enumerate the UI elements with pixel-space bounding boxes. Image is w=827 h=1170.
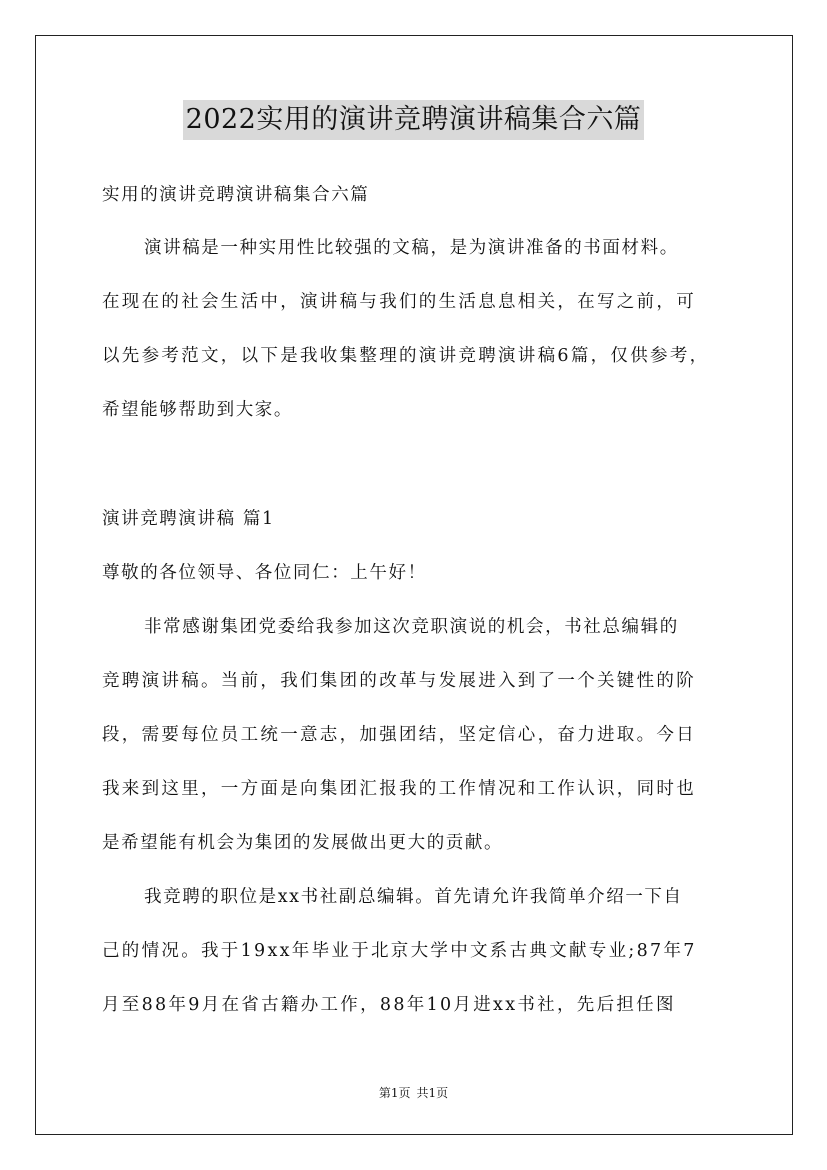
greeting-line: 尊敬的各位领导、各位同仁：上午好！ <box>102 563 427 583</box>
paragraph-line: 竞聘演讲稿。当前，我们集团的改革与发展进入到了一个关键性的阶 <box>102 671 696 691</box>
page-footer <box>0 1085 827 1101</box>
page-number: 第1页 <box>378 1086 411 1100</box>
paragraph-line: 己的情况。我于19xx年毕业于北京大学中文系古典文献专业;87年7 <box>102 941 697 961</box>
paragraph-line: 我来到这里，一方面是向集团汇报我的工作情况和工作认识，同时也 <box>102 779 696 799</box>
title-block <box>0 100 827 140</box>
intro-line: 希望能够帮助到大家。 <box>102 400 293 420</box>
intro-line: 演讲稿是一种实用性比较强的文稿，是为演讲准备的书面材料。 <box>144 238 679 258</box>
paragraph-line: 段，需要每位员工统一意志，加强团结，坚定信心，奋力进取。今日 <box>102 725 696 745</box>
paragraph-line: 是希望能有机会为集团的发展做出更大的贡献。 <box>102 833 504 853</box>
intro-line: 在现在的社会生活中，演讲稿与我们的生活息息相关，在写之前，可 <box>102 292 696 312</box>
section-heading: 演讲竞聘演讲稿 篇1 <box>102 509 275 529</box>
paragraph-line: 非常感谢集团党委给我参加这次竞职演说的机会，书社总编辑的 <box>144 617 679 637</box>
document-title: 2022实用的演讲竞聘演讲稿集合六篇 <box>183 100 645 140</box>
intro-line: 以先参考范文，以下是我收集整理的演讲竞聘演讲稿6篇，仅供参考， <box>102 346 710 366</box>
page-total: 共1页 <box>416 1086 449 1100</box>
paragraph-line: 我竞聘的职位是xx书社副总编辑。首先请允许我简单介绍一下自 <box>144 887 683 907</box>
paragraph-line: 月至88年9月在省古籍办工作，88年10月进xx书社，先后担任图 <box>102 995 676 1015</box>
document-subtitle: 实用的演讲竞聘演讲稿集合六篇 <box>102 185 370 205</box>
